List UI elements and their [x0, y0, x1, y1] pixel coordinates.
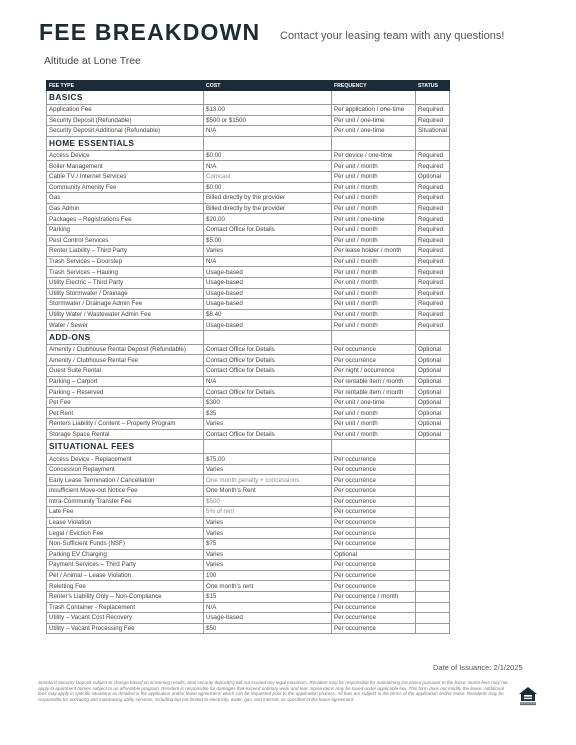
cost-cell: $500: [204, 496, 332, 507]
cost-cell: N/A: [204, 256, 332, 267]
fee-type-cell: Boiler Management: [47, 161, 204, 172]
frequency-cell: Per occurrence: [332, 486, 416, 497]
equal-housing-opportunity-icon: [518, 686, 538, 706]
section-empty-cell: [416, 440, 450, 454]
table-row: [47, 126, 450, 137]
frequency-cell: Per lease holder / month: [332, 246, 416, 257]
status-cell: Optional: [416, 419, 450, 430]
frequency-cell: Per occurrence: [332, 454, 416, 465]
table-row: [47, 193, 450, 204]
frequency-cell: Per unit / one-time: [332, 397, 416, 408]
fee-type-cell: Storage Space Rental: [47, 429, 204, 440]
frequency-cell: Per rentable item / month: [332, 376, 416, 387]
fee-type-cell: Renters Liability / Content – Property Program: [47, 419, 204, 430]
table-row: [47, 581, 450, 592]
section-empty-cell: [332, 136, 416, 150]
table-row: [47, 235, 450, 246]
cost-cell: One month penalty + concessions: [204, 475, 332, 486]
table-row: [47, 182, 450, 193]
cost-cell: Billed directly by the provider: [204, 203, 332, 214]
cost-cell: Varies: [204, 464, 332, 475]
disclaimer-text: Standard Security Deposit subject to change based on screening results; total security deposit(s) will not exceed any legal maximum. Resident may be responsible for maintaining insurance pursuant to the lease. Some fees may not apply to apartment homes subject to an affordable program. Resident is responsible for damages that exceed ordinary wear and tear. Some items may be taxed under applicable law. This form does not modify the lease. Additional fees may apply in specific situations as detailed in the application and/or lease agreement, which can be requested prior to the application process. All fees are subject to the terms of the application and/or lease. Residents may be responsible for activating and maintaining utility services, including but not limited to electricity, water, gas, and internet, as specified in the lease agreement.: [38, 680, 508, 702]
status-cell: Required: [416, 161, 450, 172]
fee-type-cell: Gas: [47, 193, 204, 204]
status-cell: [416, 570, 450, 581]
issuance-date: Date of Issuance: 2/1/2025: [433, 663, 523, 672]
status-cell: Required: [416, 203, 450, 214]
section-empty-cell: [332, 330, 416, 344]
column-header-fee-type: FEE TYPE: [47, 81, 204, 91]
cost-cell: Varies: [204, 419, 332, 430]
contact-note: Contact your leasing team with any questions!: [280, 30, 505, 42]
frequency-cell: Per unit / month: [332, 224, 416, 235]
fee-table: [46, 80, 450, 634]
table-row: [47, 549, 450, 560]
frequency-cell: Per unit / month: [332, 235, 416, 246]
status-cell: Optional: [416, 387, 450, 398]
table-row: [47, 464, 450, 475]
status-cell: Required: [416, 256, 450, 267]
table-row: [47, 528, 450, 539]
table-row: [47, 538, 450, 549]
frequency-cell: Per occurrence: [332, 517, 416, 528]
fee-type-cell: Trash Services – Hauling: [47, 267, 204, 278]
status-cell: [416, 528, 450, 539]
status-cell: Optional: [416, 366, 450, 377]
frequency-cell: Per occurrence: [332, 507, 416, 518]
frequency-cell: Per occurrence: [332, 623, 416, 634]
frequency-cell: Per unit / month: [332, 309, 416, 320]
table-row: [47, 246, 450, 257]
status-cell: [416, 591, 450, 602]
frequency-cell: Per occurrence: [332, 560, 416, 571]
frequency-cell: Per occurrence: [332, 464, 416, 475]
cost-cell: $8.40: [204, 309, 332, 320]
frequency-cell: Per application / one-time: [332, 105, 416, 116]
section-header-row: [47, 136, 450, 150]
status-cell: [416, 602, 450, 613]
frequency-cell: Per unit / month: [332, 277, 416, 288]
frequency-cell: Per unit / month: [332, 288, 416, 299]
cost-cell: Billed directly by the provider: [204, 193, 332, 204]
table-row: [47, 355, 450, 366]
status-cell: [416, 475, 450, 486]
frequency-cell: Per unit / month: [332, 267, 416, 278]
fee-type-cell: Utility Electric – Third Party: [47, 277, 204, 288]
frequency-cell: Per occurrence / month: [332, 591, 416, 602]
cost-cell: Contact Office for Details: [204, 366, 332, 377]
cost-cell: Varies: [204, 549, 332, 560]
cost-cell: $20.00: [204, 214, 332, 225]
fee-type-cell: Payment Services – Third Party: [47, 560, 204, 571]
frequency-cell: Per unit / month: [332, 419, 416, 430]
section-empty-cell: [416, 330, 450, 344]
table-row: [47, 486, 450, 497]
cost-cell: N/A: [204, 126, 332, 137]
status-cell: [416, 496, 450, 507]
status-cell: Required: [416, 193, 450, 204]
cost-cell: One Month's Rent: [204, 486, 332, 497]
fee-type-cell: Water / Sewer: [47, 320, 204, 331]
column-header-cost: COST: [204, 81, 332, 91]
fee-table-body: [47, 91, 450, 634]
frequency-cell: Per occurrence: [332, 613, 416, 624]
table-row: [47, 203, 450, 214]
table-row: [47, 277, 450, 288]
cost-cell: $75.00: [204, 454, 332, 465]
frequency-cell: Per device / one-time: [332, 150, 416, 161]
cost-cell: Varies: [204, 528, 332, 539]
cost-cell: Usage-based: [204, 288, 332, 299]
table-row: [47, 115, 450, 126]
cost-cell: $0.00: [204, 182, 332, 193]
fee-type-cell: Cable TV / Internet Services: [47, 171, 204, 182]
status-cell: [416, 581, 450, 592]
frequency-cell: Per unit / month: [332, 203, 416, 214]
section-header-row: [47, 91, 450, 105]
fee-type-cell: Security Deposit Additional (Refundable): [47, 126, 204, 137]
fee-type-cell: Application Fee: [47, 105, 204, 116]
frequency-cell: Per occurrence: [332, 538, 416, 549]
column-header-status: STATUS: [416, 81, 450, 91]
cost-cell: $5.00: [204, 235, 332, 246]
frequency-cell: Per unit / month: [332, 299, 416, 310]
status-cell: [416, 538, 450, 549]
frequency-cell: Per unit / month: [332, 429, 416, 440]
frequency-cell: Per unit / one-time: [332, 115, 416, 126]
status-cell: Required: [416, 299, 450, 310]
status-cell: Optional: [416, 344, 450, 355]
table-row: [47, 387, 450, 398]
status-cell: [416, 517, 450, 528]
status-cell: Required: [416, 309, 450, 320]
section-empty-cell: [332, 91, 416, 105]
fee-type-cell: Gas Admin: [47, 203, 204, 214]
status-cell: Optional: [416, 171, 450, 182]
table-row: [47, 267, 450, 278]
fee-type-cell: Renter's Liability Only – Non-Compliance: [47, 591, 204, 602]
fee-type-cell: Reletting Fee: [47, 581, 204, 592]
cost-cell: N/A: [204, 376, 332, 387]
status-cell: Optional: [416, 429, 450, 440]
cost-cell: Contact Office for Details: [204, 224, 332, 235]
cost-cell: Varies: [204, 517, 332, 528]
frequency-cell: Per unit / one-time: [332, 126, 416, 137]
status-cell: [416, 623, 450, 634]
table-row: [47, 171, 450, 182]
cost-cell: Usage-based: [204, 299, 332, 310]
table-row: [47, 366, 450, 377]
section-empty-cell: [204, 330, 332, 344]
section-title: ADD-ONS: [47, 330, 204, 344]
frequency-cell: Per occurrence: [332, 602, 416, 613]
status-cell: [416, 486, 450, 497]
table-header-row: [47, 81, 450, 91]
cost-cell: 100: [204, 570, 332, 581]
frequency-cell: Per occurrence: [332, 355, 416, 366]
fee-type-cell: Lease Violation: [47, 517, 204, 528]
table-row: [47, 224, 450, 235]
section-empty-cell: [416, 136, 450, 150]
table-row: [47, 613, 450, 624]
frequency-cell: Per rentable item / month: [332, 387, 416, 398]
status-cell: Required: [416, 150, 450, 161]
table-row: [47, 320, 450, 331]
status-cell: Optional: [416, 397, 450, 408]
frequency-cell: Per unit / month: [332, 256, 416, 267]
fee-type-cell: Access Device - Replacement: [47, 454, 204, 465]
table-row: [47, 376, 450, 387]
frequency-cell: Per occurrence: [332, 581, 416, 592]
fee-type-cell: Guest Suite Rental: [47, 366, 204, 377]
section-empty-cell: [332, 440, 416, 454]
fee-type-cell: Utility Stormwater / Drainage: [47, 288, 204, 299]
cost-cell: 5% of rent: [204, 507, 332, 518]
frequency-cell: Per unit / month: [332, 193, 416, 204]
status-cell: [416, 549, 450, 560]
fee-type-cell: Insufficient Move-out Notice Fee: [47, 486, 204, 497]
frequency-cell: Per unit / month: [332, 171, 416, 182]
table-row: [47, 214, 450, 225]
status-cell: Required: [416, 182, 450, 193]
section-title: HOME ESSENTIALS: [47, 136, 204, 150]
fee-type-cell: Trash Services – Doorstep: [47, 256, 204, 267]
table-row: [47, 429, 450, 440]
fee-type-cell: Security Deposit (Refundable): [47, 115, 204, 126]
cost-cell: $15: [204, 591, 332, 602]
section-title: BASICS: [47, 91, 204, 105]
fee-type-cell: Utility Water / Wastewater Admin Fee: [47, 309, 204, 320]
frequency-cell: Per occurrence: [332, 528, 416, 539]
fee-type-cell: Renter Liability – Third Party: [47, 246, 204, 257]
frequency-cell: Per occurrence: [332, 344, 416, 355]
cost-cell: N/A: [204, 602, 332, 613]
fee-type-cell: Parking – Reserved: [47, 387, 204, 398]
status-cell: Required: [416, 224, 450, 235]
frequency-cell: Per occurrence: [332, 570, 416, 581]
section-empty-cell: [416, 91, 450, 105]
status-cell: Required: [416, 115, 450, 126]
status-cell: [416, 464, 450, 475]
cost-cell: $75: [204, 538, 332, 549]
cost-cell: Varies: [204, 560, 332, 571]
table-row: [47, 507, 450, 518]
status-cell: [416, 560, 450, 571]
table-row: [47, 454, 450, 465]
table-row: [47, 161, 450, 172]
fee-type-cell: Non-Sufficient Funds (NSF): [47, 538, 204, 549]
table-row: [47, 602, 450, 613]
table-row: [47, 560, 450, 571]
table-row: [47, 344, 450, 355]
cost-cell: Comcast: [204, 171, 332, 182]
section-empty-cell: [204, 136, 332, 150]
cost-cell: $13.00: [204, 105, 332, 116]
fee-type-cell: Community Amenity Fee: [47, 182, 204, 193]
table-row: [47, 299, 450, 310]
table-row: [47, 105, 450, 116]
status-cell: Required: [416, 277, 450, 288]
status-cell: Optional: [416, 376, 450, 387]
status-cell: [416, 613, 450, 624]
fee-type-cell: Utility – Vacant Processing Fee: [47, 623, 204, 634]
fee-type-cell: Late Fee: [47, 507, 204, 518]
cost-cell: Varies: [204, 246, 332, 257]
fee-type-cell: Access Device: [47, 150, 204, 161]
status-cell: Required: [416, 267, 450, 278]
table-row: [47, 408, 450, 419]
fee-type-cell: Amenity / Clubhouse Rental Deposit (Refundable): [47, 344, 204, 355]
cost-cell: Contact Office for Details: [204, 355, 332, 366]
table-row: [47, 397, 450, 408]
frequency-cell: Per unit / one-time: [332, 214, 416, 225]
fee-type-cell: Amenity / Clubhouse Rental Fee: [47, 355, 204, 366]
fee-type-cell: Legal / Eviction Fee: [47, 528, 204, 539]
cost-cell: Usage-based: [204, 267, 332, 278]
fee-type-cell: Pet Fee: [47, 397, 204, 408]
cost-cell: $0.00: [204, 150, 332, 161]
fee-type-cell: Parking – Carport: [47, 376, 204, 387]
fee-type-cell: Concession Repayment: [47, 464, 204, 475]
table-row: [47, 475, 450, 486]
status-cell: [416, 507, 450, 518]
status-cell: Required: [416, 235, 450, 246]
section-empty-cell: [204, 91, 332, 105]
cost-cell: Contact Office for Details: [204, 429, 332, 440]
property-name: Altitude at Lone Tree: [44, 55, 141, 67]
cost-cell: $500 or $1500: [204, 115, 332, 126]
status-cell: Required: [416, 246, 450, 257]
cost-cell: Contact Office for Details: [204, 344, 332, 355]
cost-cell: Usage-based: [204, 320, 332, 331]
fee-type-cell: Stormwater / Drainage Admin Fee: [47, 299, 204, 310]
status-cell: Required: [416, 288, 450, 299]
fee-type-cell: Pet / Animal – Lease Violation: [47, 570, 204, 581]
cost-cell: Usage-based: [204, 613, 332, 624]
status-cell: Required: [416, 320, 450, 331]
table-row: [47, 150, 450, 161]
fee-type-cell: Intra-Community Transfer Fee: [47, 496, 204, 507]
fee-type-cell: Utility – Vacant Cost Recovery: [47, 613, 204, 624]
page-title: FEE BREAKDOWN: [39, 19, 261, 45]
table-row: [47, 309, 450, 320]
fee-type-cell: Early Lease Termination / Cancellation: [47, 475, 204, 486]
frequency-cell: Per unit / month: [332, 408, 416, 419]
table-row: [47, 419, 450, 430]
cost-cell: N/A: [204, 161, 332, 172]
table-row: [47, 256, 450, 267]
status-cell: Situational: [416, 126, 450, 137]
section-empty-cell: [204, 440, 332, 454]
table-row: [47, 570, 450, 581]
frequency-cell: Per unit / month: [332, 320, 416, 331]
cost-cell: $50: [204, 623, 332, 634]
frequency-cell: Per occurrence: [332, 496, 416, 507]
fee-type-cell: Trash Container - Replacement: [47, 602, 204, 613]
cost-cell: Contact Office for Details: [204, 387, 332, 398]
fee-type-cell: Pet Rent: [47, 408, 204, 419]
cost-cell: One month's rent: [204, 581, 332, 592]
status-cell: Optional: [416, 355, 450, 366]
column-header-frequency: FREQUENCY: [332, 81, 416, 91]
frequency-cell: Per night / occurrence: [332, 366, 416, 377]
frequency-cell: Per unit / month: [332, 182, 416, 193]
table-row: [47, 517, 450, 528]
frequency-cell: Optional: [332, 549, 416, 560]
cost-cell: Usage-based: [204, 277, 332, 288]
section-title: SITUATIONAL FEES: [47, 440, 204, 454]
status-cell: [416, 454, 450, 465]
fee-type-cell: Packages – Registrations Fee: [47, 214, 204, 225]
fee-type-cell: Parking EV Charging: [47, 549, 204, 560]
status-cell: Required: [416, 214, 450, 225]
cost-cell: $35: [204, 408, 332, 419]
table-row: [47, 496, 450, 507]
frequency-cell: Per unit / month: [332, 161, 416, 172]
fee-type-cell: Pest Control Services: [47, 235, 204, 246]
table-row: [47, 288, 450, 299]
fee-type-cell: Parking: [47, 224, 204, 235]
table-row: [47, 591, 450, 602]
section-header-row: [47, 440, 450, 454]
table-row: [47, 623, 450, 634]
status-cell: Required: [416, 105, 450, 116]
cost-cell: $300: [204, 397, 332, 408]
frequency-cell: Per occurrence: [332, 475, 416, 486]
section-header-row: [47, 330, 450, 344]
status-cell: Optional: [416, 408, 450, 419]
